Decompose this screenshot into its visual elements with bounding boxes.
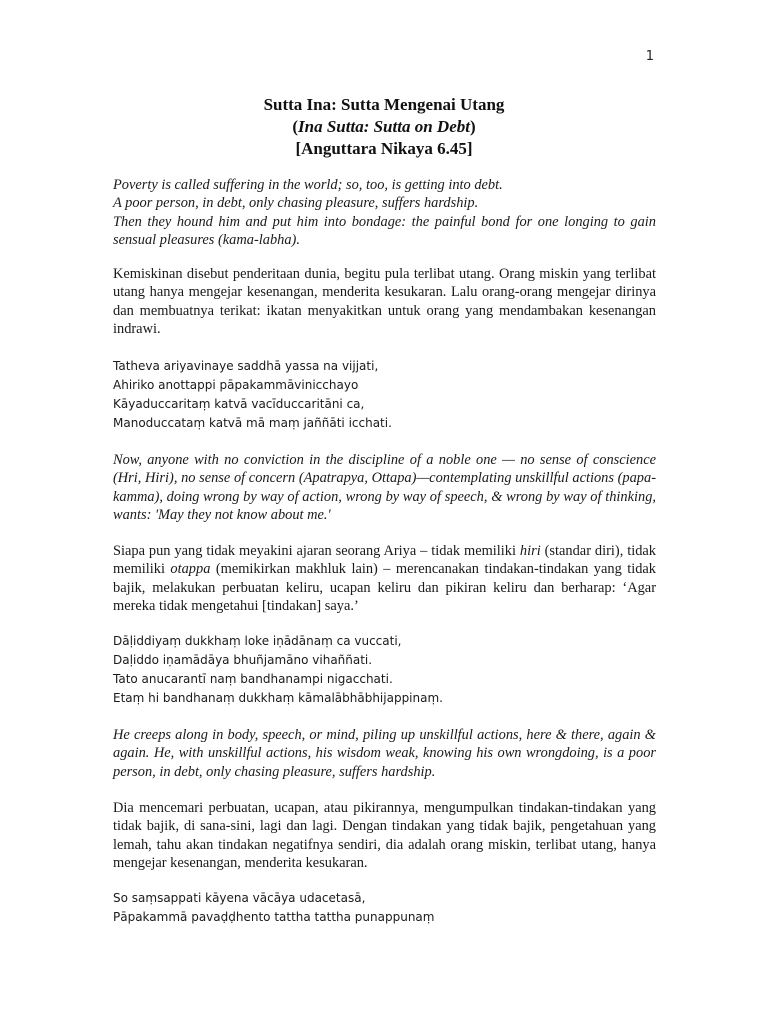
pali-verse-2-line-3: Tato anucarantī naṃ bandhanampi nigacchati.	[113, 672, 393, 686]
english-verse-1-line-2: A poor person, in debt, only chasing pleasure, suffers hardship.	[113, 195, 479, 212]
title-english: Ina Sutta: Sutta on Debt	[298, 117, 470, 136]
pali-verse-2-line-4: Etaṃ hi bandhanaṃ dukkhaṃ kāmalābhābhijappinaṃ.	[113, 691, 443, 705]
pali-verse-1	[113, 357, 656, 433]
indonesian-2-part-2: (standar diri), tidak memiliki	[113, 543, 656, 578]
pali-verse-2-line-2: Daḷiddo iṇamādāya bhuñjamāno vihaññati.	[113, 653, 373, 667]
english-verse-1	[113, 176, 656, 250]
indonesian-2-part-3: (memikirkan makhluk lain) – merencanakan tindakan-tindakan yang tidak bajik, melakukan perbuatan keliru, ucapan keliru dan pikiran keliru dan berharap: ‘Agar mereka tidak mengetahui [tindakan] saya.’	[113, 561, 656, 615]
english-paragraph-3: He creeps along in body, speech, or mind, piling up unskillful actions, here & there, again & again. He, with unskillful actions, his wisdom weak, knowing his own wrongdoing, is a poor person, in debt, only chasing pleasure, suffers hardship.	[113, 727, 656, 780]
pali-verse-1-line-4: Manoduccataṃ katvā mā maṃ jaññāti icchati.	[113, 416, 392, 430]
english-paragraph-2: Now, anyone with no conviction in the discipline of a noble one — no sense of conscience (Hri, Hiri), no sense of concern (Apatrapya, Ottapa)—contemplating unskillful actions (papa-kamma), doing wrong by way of action, wrong by way of speech, & wrong by way of thinking, wants: 'May they not know about me.'	[113, 452, 656, 524]
indonesian-2-part-1: Siapa pun yang tidak meyakini ajaran seorang Ariya – tidak memiliki	[113, 543, 520, 559]
title-paren-open: (	[292, 117, 299, 136]
page-number: 1	[645, 49, 654, 64]
pali-verse-1-line-2: Ahiriko anottappi pāpakammāvinicchayo	[113, 378, 359, 392]
indonesian-paragraph-3: Dia mencemari perbuatan, ucapan, atau pikirannya, mengumpulkan tindakan-tindakan yang tidak bajik, di sana-sini, lagi dan lagi. Dengan tindakan yang tidak bajik, pengetahuan yang lemah, tahu akan tindakan negatifnya sendiri, dia adalah orang miskin, terlibat utang, hanya mengejar kesenangan, menderita kesukaran.	[113, 800, 656, 872]
pali-verse-3-line-2: Pāpakammā pavaḍḍhento tattha tattha punappunaṃ	[113, 910, 435, 924]
title-indonesian: Sutta Ina: Sutta Mengenai Utang	[263, 95, 505, 114]
indonesian-paragraph-2	[113, 542, 656, 616]
term-otappa: otappa	[170, 561, 211, 578]
pali-verse-3	[113, 889, 656, 927]
pali-verse-2-line-1: Dāḷiddiyaṃ dukkhaṃ loke iṇādānaṃ ca vuccati,	[113, 634, 402, 648]
pali-verse-1-line-1: Tatheva ariyavinaye saddhā yassa na vijjati,	[113, 359, 379, 373]
title-english-line	[0, 116, 768, 138]
english-verse-1-line-1: Poverty is called suffering in the world; so, too, is getting into debt.	[113, 177, 503, 193]
english-verse-1-line-3: Then they hound him and put him into bondage: the painful bond for one longing to gain sensual pleasures (kama-labha).	[113, 213, 656, 249]
indonesian-paragraph-1: Kemiskinan disebut penderitaan dunia, begitu pula terlibat utang. Orang miskin yang terlibat utang hanya mengejar kesenangan, menderita kesukaran. Lalu orang-orang mengejar dirinya dan membuatnya terikat: ikatan menyakitkan untuk orang yang mendambakan kesenangan indrawi.	[113, 266, 656, 338]
pali-verse-3-line-1: So saṃsappati kāyena vācāya udacetasā,	[113, 891, 366, 905]
title-paren-close: )	[469, 117, 476, 136]
title-block	[0, 94, 768, 160]
term-hiri: hiri	[519, 543, 541, 559]
pali-verse-1-line-3: Kāyaduccaritaṃ katvā vacīduccaritāni ca,	[113, 397, 365, 411]
title-reference: [Anguttara Nikaya 6.45]	[295, 139, 473, 158]
pali-verse-2	[113, 632, 656, 708]
